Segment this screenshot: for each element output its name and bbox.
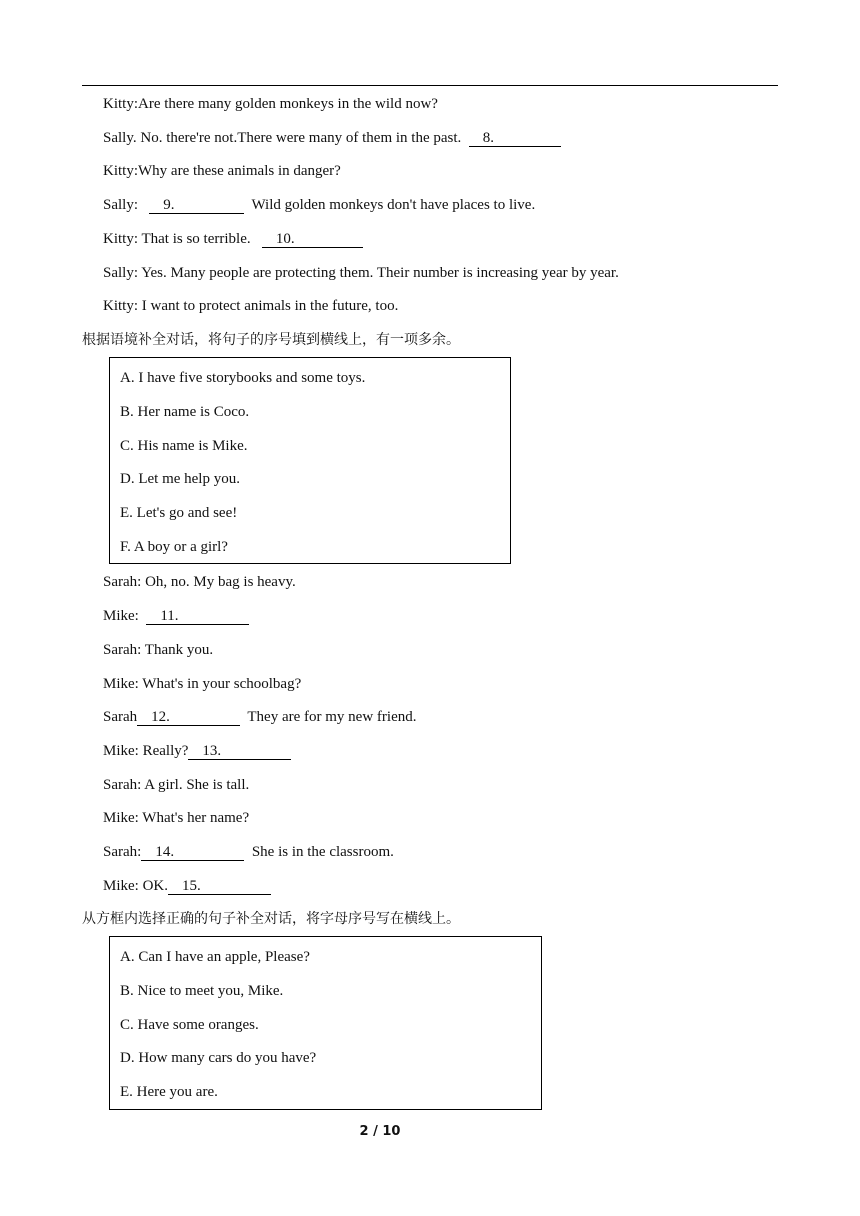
answer-blank-8[interactable]: 8. (469, 129, 561, 147)
dialogue1-line: Sally. No. there're not.There were many of them in the past. 8. (103, 128, 561, 148)
dialogue2-line: Mike: Really? 13. (103, 741, 291, 761)
option-item: C. Have some oranges. (120, 1017, 259, 1033)
dialogue2-line: Mike: OK. 15. (103, 876, 271, 896)
option-item: A. I have five storybooks and some toys. (120, 370, 366, 386)
dialogue2-line: Mike: What's her name? (103, 810, 250, 826)
answer-blank-9[interactable]: 9. (149, 196, 244, 214)
dialogue1-line: Sally: Yes. Many people are protecting them. Their number is increasing year by year. (103, 265, 619, 281)
option-item: F. A boy or a girl? (120, 539, 228, 555)
dialogue2-line: Sarah 12. They are for my new friend. (103, 709, 417, 725)
instruction-text: 从方框内选择正确的句子补全对话，将字母序号写在横线上。 (82, 911, 460, 927)
dialogue1-line: Kitty:Why are these animals in danger? (103, 163, 341, 179)
option-item: C. His name is Mike. (120, 438, 248, 454)
answer-blank-11[interactable]: 11. (146, 607, 249, 625)
dialogue1-line: Sally: 9. Wild golden monkeys don't have places to live. (103, 197, 536, 213)
dialogue2-line: Sarah: Oh, no. My bag is heavy. (103, 574, 296, 590)
page-number: 2 / 10 (359, 1124, 401, 1139)
dialogue2-line: Sarah: Thank you. (103, 642, 214, 658)
instruction-text: 根据语境补全对话，将句子的序号填到横线上，有一项多余。 (82, 332, 460, 348)
dialogue1-line: Kitty: That is so terrible. 10. (103, 229, 363, 249)
answer-blank-15[interactable]: 15. (168, 877, 271, 895)
option-item: A. Can I have an apple, Please? (120, 949, 310, 965)
options-box (109, 936, 542, 1110)
answer-blank-12[interactable]: 12. (137, 708, 240, 726)
option-item: B. Her name is Coco. (120, 404, 250, 420)
dialogue2-line: Sarah: A girl. She is tall. (103, 777, 250, 793)
option-item: E. Let's go and see! (120, 505, 238, 521)
answer-blank-10[interactable]: 10. (262, 230, 363, 248)
answer-blank-14[interactable]: 14. (141, 843, 244, 861)
dialogue2-line: Mike: What's in your schoolbag? (103, 676, 302, 692)
option-item: B. Nice to meet you, Mike. (120, 983, 284, 999)
answer-blank-13[interactable]: 13. (188, 742, 291, 760)
dialogue1-line: Kitty: I want to protect animals in the future, too. (103, 298, 399, 314)
options-box (109, 357, 511, 564)
dialogue2-line: Mike: 11. (103, 606, 249, 626)
dialogue1-line: Kitty:Are there many golden monkeys in the wild now? (103, 96, 438, 112)
option-item: D. Let me help you. (120, 471, 240, 487)
option-item: D. How many cars do you have? (120, 1050, 317, 1066)
header-rule (82, 85, 778, 86)
dialogue2-line: Sarah: 14. She is in the classroom. (103, 844, 394, 860)
option-item: E. Here you are. (120, 1084, 218, 1100)
